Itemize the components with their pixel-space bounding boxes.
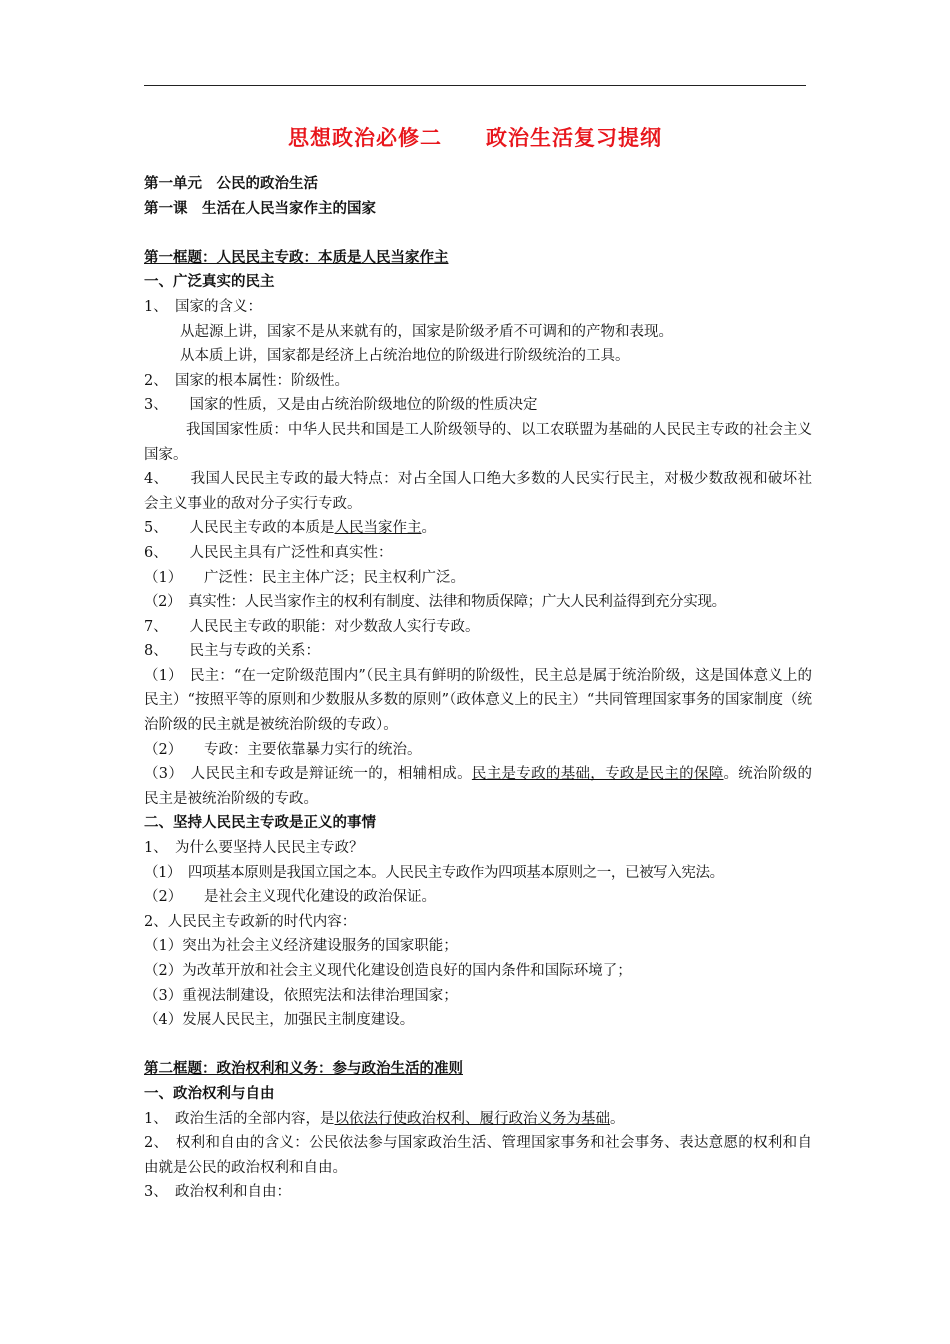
- list-item: 1、 国家的含义：: [144, 298, 262, 315]
- list-item: （1） 民主：“在一定阶级范围内”（民主具有鲜明的阶级性，民主总是属于统治阶级，这是国体意义上的民主）“按照平等的原则和少数服从多数的原则”（政体意义上的民主）“共同管理国家事务的国家制度（统治阶级的民主就是被统治阶级的专政）。: [144, 667, 812, 734]
- list-item: 3、 国家的性质，又是由占统治阶级地位的阶级的性质决定: [144, 397, 538, 414]
- list-item: （2） 真实性：人民当家作主的权利有制度、法律和物质保障；广大人民利益得到充分实现。: [144, 594, 726, 611]
- topic1-section1-heading: 一、广泛真实的民主: [144, 274, 275, 291]
- document-body: [144, 172, 812, 1205]
- underlined-text: 以依法行使政治权利、履行政治义务为基础: [334, 1110, 610, 1127]
- topic2-heading: 第二框题：政治权利和义务：参与政治生活的准则: [144, 1061, 463, 1078]
- list-item: 2、人民民主专政新的时代内容：: [144, 913, 357, 930]
- text-run: 。: [421, 520, 436, 537]
- list-item: [144, 762, 812, 811]
- list-item: 1、 为什么要坚持人民民主专政？: [144, 840, 364, 857]
- list-item: 从本质上讲，国家都是经济上占统治地位的阶级进行阶级统治的工具。: [180, 348, 630, 365]
- list-item: 2、 权利和自由的含义：公民依法参与国家政治生活、管理国家事务和社会事务、表达意愿的权利和自由就是公民的政治权利和自由。: [144, 1135, 812, 1176]
- text-run: 。统治阶级的民主是被统治阶级的专政。: [144, 766, 813, 807]
- list-item: （1） 四项基本原则是我国立国之本。人民民主专政作为四项基本原则之一，已被写入宪法。: [144, 864, 724, 881]
- title-part-2: 政治生活复习提纲: [486, 126, 662, 150]
- list-item: 从起源上讲，国家不是从来就有的，国家是阶级矛盾不可调和的产物和表现。: [180, 323, 673, 340]
- text-run: 5、 人民民主专政的本质是: [144, 520, 335, 537]
- text-run: 1、 政治生活的全部内容，是: [144, 1110, 335, 1127]
- header-rule: [144, 85, 806, 86]
- list-item: （1） 广泛性：民主主体广泛；民主权利广泛。: [144, 569, 465, 586]
- list-item: [144, 1107, 812, 1132]
- list-item: 我国国家性质：中华人民共和国是工人阶级领导的、以工农联盟为基础的人民民主专政的社会主义国家。: [144, 421, 812, 463]
- list-item: [144, 516, 812, 541]
- title-part-1: 思想政治必修二: [288, 126, 442, 150]
- list-item: （2） 是社会主义现代化建设的政治保证。: [144, 889, 436, 906]
- text-run: 。: [609, 1110, 625, 1127]
- topic1-section2-heading: 二、坚持人民民主专政是正义的事情: [144, 815, 376, 832]
- list-item: 6、 人民民主具有广泛性和真实性：: [144, 544, 393, 561]
- unit-heading: 第一单元 公民的政治生活: [144, 176, 318, 192]
- list-item: （4）发展人民民主，加强民主制度建设。: [144, 1012, 415, 1029]
- list-item: 2、 国家的根本属性：阶级性。: [144, 372, 349, 389]
- list-item: 4、 我国人民民主专政的最大特点：对占全国人口绝大多数的人民实行民主，对极少数敌视和破坏社会主义事业的敌对分子实行专政。: [144, 471, 812, 512]
- topic1-heading: 第一框题：人民民主专政：本质是人民当家作主: [144, 249, 449, 266]
- list-item: （2） 专政：主要依靠暴力实行的统治。: [144, 741, 422, 758]
- list-item: 3、 政治权利和自由：: [144, 1184, 291, 1201]
- list-item: 8、 民主与专政的关系：: [144, 643, 320, 660]
- list-item: （2）为改革开放和社会主义现代化建设创造良好的国内条件和国际环境了；: [144, 963, 632, 979]
- lesson-heading: 第一课 生活在人民当家作主的国家: [144, 200, 376, 217]
- document-title: [0, 122, 950, 152]
- list-item: （1）突出为社会主义经济建设服务的国家职能；: [144, 938, 458, 955]
- topic2-section1-heading: 一、政治权利与自由: [144, 1085, 275, 1102]
- underlined-text: 人民当家作主: [334, 520, 422, 537]
- underlined-text: 民主是专政的基础，专政是民主的保障: [471, 766, 724, 783]
- text-run: （3） 人民民主和专政是辩证统一的，相辅相成。: [144, 766, 472, 783]
- list-item: 7、 人民民主专政的职能：对少数敌人实行专政。: [144, 618, 480, 635]
- list-item: （3）重视法制建设，依照宪法和法律治理国家；: [144, 987, 458, 1004]
